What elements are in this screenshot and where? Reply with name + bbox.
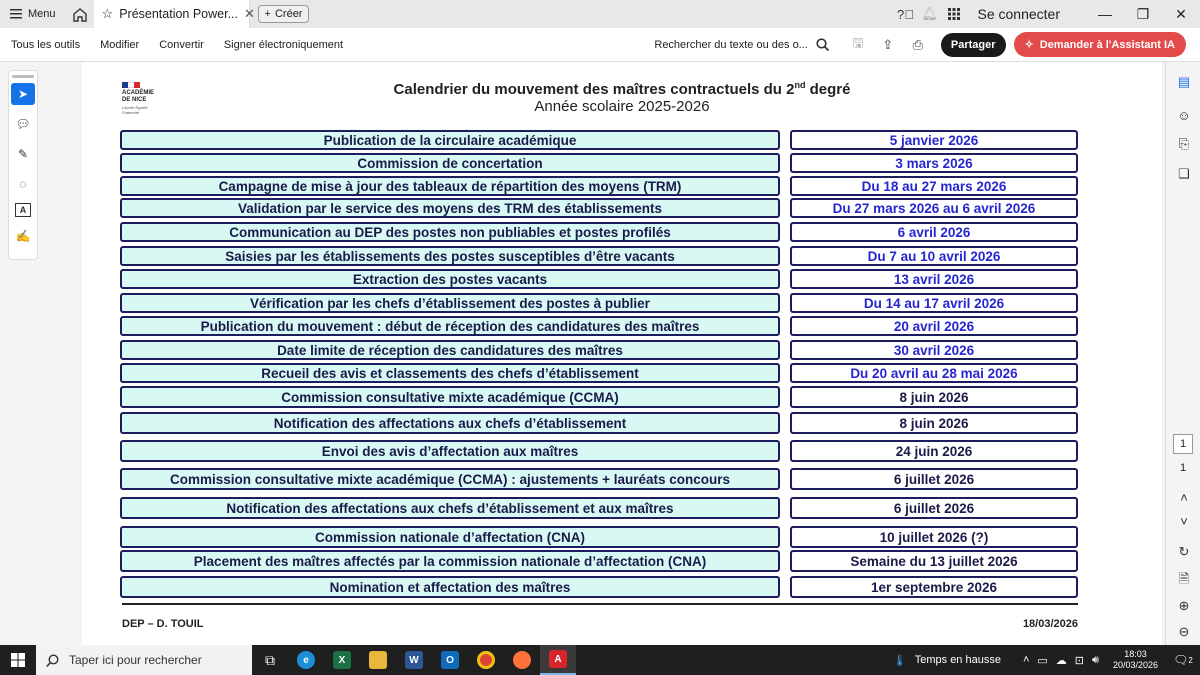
ai-assistant-button[interactable]: [1014, 32, 1187, 57]
outlook-icon[interactable]: O: [432, 645, 468, 675]
logo-line1: ACADÉMIE: [122, 90, 155, 96]
menu-edit[interactable]: Modifier: [100, 38, 140, 51]
tab-title: Présentation Power...: [119, 7, 239, 21]
step-label: Publication de la circulaire académique: [120, 130, 780, 150]
notifications-icon[interactable]: 🗨︎ 2: [1173, 653, 1193, 667]
tray-chevron-icon[interactable]: ˄: [1022, 654, 1030, 666]
chevron-up-icon[interactable]: ˄: [1180, 490, 1188, 505]
search-label: Rechercher du texte ou des o...: [654, 38, 808, 51]
step-label: Date limite de réception des candidatures des maîtres: [120, 340, 780, 360]
step-label: Notification des affectations aux chefs d’établissement: [120, 412, 780, 434]
create-label: Créer: [274, 8, 303, 20]
step-date: Du 20 avril au 28 mai 2026: [790, 363, 1078, 383]
chrome-icon[interactable]: [468, 645, 504, 675]
acrobat-icon[interactable]: A: [540, 645, 576, 675]
bookmarks-icon[interactable]: ⎘: [1178, 136, 1190, 151]
step-date: 1er septembre 2026: [790, 576, 1078, 598]
save-icon[interactable]: 🖫: [852, 34, 864, 50]
plus-icon: +: [264, 8, 271, 20]
calendar-row: [120, 412, 1080, 434]
step-date: Du 14 au 17 avril 2026: [790, 293, 1078, 313]
bell-icon[interactable]: 🔔︎: [921, 6, 938, 21]
menu-convert[interactable]: Convertir: [159, 38, 204, 51]
star-icon[interactable]: ☆: [101, 6, 114, 21]
calendar-row: [120, 246, 1080, 266]
thermometer-icon[interactable]: 🌡︎: [892, 654, 907, 667]
page-title: Calendrier du mouvement des maîtres contractuels du 2nd degré: [393, 80, 851, 98]
signature-icon[interactable]: ✍: [15, 229, 31, 243]
upload-cloud-icon[interactable]: ⇪: [882, 36, 894, 52]
clock-time: 18:03: [1124, 649, 1147, 659]
edge-icon[interactable]: e: [288, 645, 324, 675]
step-date: 30 avril 2026: [790, 340, 1078, 360]
volume-icon[interactable]: 🔊︎: [1092, 653, 1099, 666]
close-tab-icon[interactable]: ✕: [244, 6, 255, 21]
calendar-row: [120, 550, 1080, 572]
right-tool-rail: [1165, 62, 1200, 645]
calendar-row: [120, 198, 1080, 218]
cloud-icon[interactable]: ☁: [1055, 654, 1067, 667]
calendar-row: [120, 153, 1080, 173]
taskbar-search[interactable]: [36, 645, 252, 675]
step-label: Vérification par les chefs d’établissement des postes à publier: [120, 293, 780, 313]
step-label: Publication du mouvement : début de réception des candidatures des maîtres: [120, 316, 780, 336]
text-box-icon[interactable]: A: [15, 203, 31, 217]
comments-panel-icon[interactable]: ☺: [1177, 108, 1191, 123]
step-date: 20 avril 2026: [790, 316, 1078, 336]
apps-grid-icon[interactable]: [942, 8, 966, 20]
main-toolbar: [0, 28, 1200, 62]
step-date: Du 7 au 10 avril 2026: [790, 246, 1078, 266]
step-label: Notification des affectations aux chefs d’établissement et aux maîtres: [120, 497, 780, 519]
step-label: Saisies par les établissements des postes susceptibles d’être vacants: [120, 246, 780, 266]
step-date: 5 janvier 2026: [790, 130, 1078, 150]
help-icon[interactable]: ?⃝: [897, 6, 914, 22]
step-label: Commission nationale d’affectation (CNA): [120, 526, 780, 548]
menu-label: Menu: [28, 8, 56, 20]
step-date: Du 27 mars 2026 au 6 avril 2026: [790, 198, 1078, 218]
calendar-row: [120, 316, 1080, 336]
menu-all-tools[interactable]: Tous les outils: [11, 38, 81, 51]
calendar-row: [120, 130, 1080, 150]
step-date: 6 juillet 2026: [790, 468, 1078, 490]
signin-link[interactable]: Se connecter: [977, 6, 1060, 22]
assistant-icon: ✧: [1024, 39, 1034, 51]
step-date: 8 juin 2026: [790, 412, 1078, 434]
page-export-icon[interactable]: 🗎: [1178, 571, 1190, 586]
maximize-button[interactable]: ❐: [1136, 5, 1150, 22]
academie-logo: [122, 82, 164, 115]
document-tab[interactable]: [94, 0, 255, 28]
step-date: 13 avril 2026: [790, 269, 1078, 289]
clock[interactable]: [1113, 649, 1158, 671]
search-icon[interactable]: [816, 38, 829, 51]
calendar-row: [120, 176, 1080, 196]
step-date: 24 juin 2026: [790, 440, 1078, 462]
step-date: Semaine du 13 juillet 2026: [790, 550, 1078, 572]
document-page: [82, 62, 1162, 645]
step-label: Recueil des avis et classements des chefs d’établissement: [120, 363, 780, 383]
clock-date: 20/03/2026: [1112, 660, 1158, 670]
step-date: 8 juin 2026: [790, 386, 1078, 408]
step-label: Nomination et affectation des maîtres: [120, 576, 780, 598]
excel-icon[interactable]: X: [324, 645, 360, 675]
zoom-out-icon[interactable]: ⊖: [1178, 624, 1190, 639]
word-icon[interactable]: W: [396, 645, 432, 675]
share-button[interactable]: Partager: [941, 33, 1006, 57]
file-explorer-icon[interactable]: [360, 645, 396, 675]
search-icon: [46, 654, 59, 667]
battery-icon[interactable]: ▭: [1037, 654, 1048, 667]
calendar-row: [120, 576, 1080, 598]
calendar-row: [120, 222, 1080, 242]
taskbar-search-placeholder: Taper ici pour rechercher: [69, 653, 202, 667]
step-date: Du 18 au 27 mars 2026: [790, 176, 1078, 196]
step-date: 3 mars 2026: [790, 153, 1078, 173]
menu-sign[interactable]: Signer électroniquement: [223, 38, 344, 51]
windows-logo-icon: [11, 653, 25, 667]
step-label: Commission consultative mixte académique (CCMA): [120, 386, 780, 408]
footer-date: 18/03/2026: [1022, 618, 1078, 630]
task-view-icon[interactable]: ⧉: [265, 651, 275, 668]
chevron-down-icon[interactable]: ˅: [1180, 514, 1188, 529]
highlight-pen-icon[interactable]: ✎: [17, 147, 29, 161]
step-label: Extraction des postes vacants: [120, 269, 780, 289]
step-date: 6 juillet 2026: [790, 497, 1078, 519]
windows-taskbar: [0, 645, 1200, 675]
calendar-row: [120, 497, 1080, 519]
lasso-icon[interactable]: ◌: [19, 177, 27, 191]
rail-handle[interactable]: [12, 75, 34, 78]
network-icon[interactable]: ⊡: [1074, 654, 1085, 667]
calendar-row: [120, 269, 1080, 289]
page-subtitle: Année scolaire 2025-2026: [534, 98, 710, 115]
hamburger-icon: [10, 9, 22, 19]
firefox-icon[interactable]: [504, 645, 540, 675]
start-button[interactable]: [0, 645, 36, 675]
calendar-row: [120, 468, 1080, 490]
ai-summary-icon[interactable]: ▤: [1177, 74, 1191, 89]
refresh-icon[interactable]: ↻: [1178, 544, 1190, 559]
step-label: Validation par le service des moyens des TRM des établissements: [120, 198, 780, 218]
step-date: 6 avril 2026: [790, 222, 1078, 242]
print-icon[interactable]: ⎙: [912, 36, 924, 52]
zoom-in-icon[interactable]: ⊕: [1178, 598, 1190, 613]
left-tool-rail: [8, 70, 38, 260]
assistant-label: Demander à l'Assistant IA: [1039, 38, 1175, 51]
calendar-row: [120, 340, 1080, 360]
step-label: Placement des maîtres affectés par la commission nationale d’affectation (CNA): [120, 550, 780, 572]
step-label: Envoi des avis d’affectation aux maîtres: [120, 440, 780, 462]
page-count: 1: [1179, 462, 1187, 474]
logo-motto: Liberté Égalité Fraternité: [122, 105, 148, 115]
title-bar: [0, 0, 1200, 28]
step-date: 10 juillet 2026 (?): [790, 526, 1078, 548]
step-label: Commission de concertation: [120, 153, 780, 173]
calendar-row: [120, 440, 1080, 462]
footer-author: DEP – D. TOUIL: [122, 618, 204, 630]
minimize-button[interactable]: —: [1098, 6, 1112, 22]
calendar-row: [120, 526, 1080, 548]
create-button[interactable]: [258, 5, 310, 23]
select-cursor-icon[interactable]: ➤: [11, 83, 35, 105]
page-number-input[interactable]: 1: [1173, 434, 1193, 454]
weather-label[interactable]: Temps en hausse: [914, 654, 1001, 666]
home-icon[interactable]: [66, 0, 94, 28]
calendar-row: [120, 293, 1080, 313]
menu-button[interactable]: [0, 0, 66, 28]
french-flag-icon: [122, 82, 140, 88]
comment-icon[interactable]: 💬︎: [15, 117, 31, 131]
footer-divider: [122, 603, 1078, 605]
calendar-row: [120, 386, 1080, 408]
search-box[interactable]: [654, 38, 828, 51]
notification-count: 2: [1188, 655, 1193, 665]
close-window-button[interactable]: ✕: [1175, 5, 1187, 22]
calendar-row: [120, 363, 1080, 383]
step-label: Campagne de mise à jour des tableaux de répartition des moyens (TRM): [120, 176, 780, 196]
step-label: Communication au DEP des postes non publiables et postes profilés: [120, 222, 780, 242]
pages-panel-icon[interactable]: ❏: [1178, 166, 1190, 181]
step-label: Commission consultative mixte académique (CCMA) : ajustements + lauréats concours: [120, 468, 780, 490]
logo-line2: DE NICE: [122, 97, 147, 103]
